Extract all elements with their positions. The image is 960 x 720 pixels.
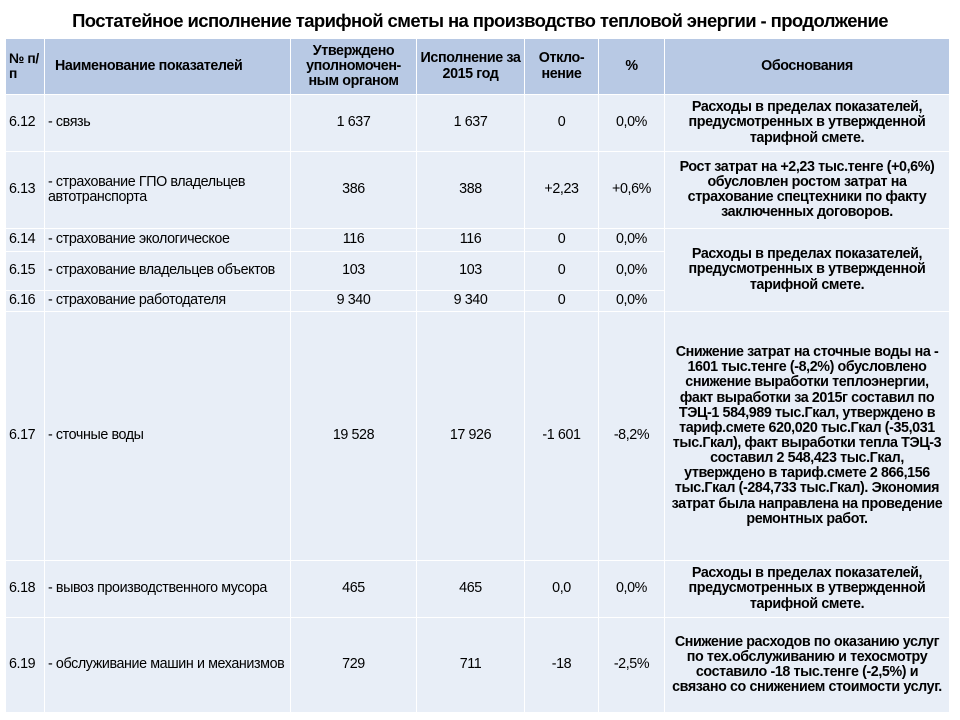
row-percent: 0,0% [599,229,665,252]
row-number: 6.12 [6,95,45,152]
row-actual: 116 [417,229,525,252]
header-name: Наименование показателей [45,39,291,95]
table-row [6,229,950,252]
row-justification: Рост затрат на +2,23 тыс.тенге (+0,6%) обусловлен ростом затрат на страхование спецтехники по факту заключенных договоров. [665,152,950,229]
header-num: № п/п [6,39,45,95]
row-deviation: 0 [525,291,599,312]
row-deviation: -1 601 [525,312,599,561]
row-approved: 729 [291,618,417,713]
row-number: 6.15 [6,252,45,291]
row-approved: 465 [291,561,417,618]
row-deviation: 0 [525,252,599,291]
row-justification: Расходы в пределах показателей, предусмотренных в утвержденной тарифной смете. [665,561,950,618]
row-actual: 388 [417,152,525,229]
row-actual: 103 [417,252,525,291]
row-percent: 0,0% [599,252,665,291]
header-deviation: Откло-нение [525,39,599,95]
row-name: - страхование владельцев объектов [45,252,291,291]
row-name: - вывоз производственного мусора [45,561,291,618]
row-actual: 711 [417,618,525,713]
row-actual: 1 637 [417,95,525,152]
row-number: 6.14 [6,229,45,252]
row-approved: 19 528 [291,312,417,561]
row-deviation: +2,23 [525,152,599,229]
header-approved: Утверждено уполномочен-ным органом [291,39,417,95]
row-deviation: -18 [525,618,599,713]
row-approved: 386 [291,152,417,229]
row-approved: 103 [291,252,417,291]
row-actual: 465 [417,561,525,618]
table-row [6,561,950,618]
row-name: - страхование работодателя [45,291,291,312]
table-row [6,312,950,561]
table-row [6,618,950,713]
row-deviation: 0 [525,95,599,152]
row-approved: 1 637 [291,95,417,152]
row-number: 6.13 [6,152,45,229]
row-justification: Расходы в пределах показателей, предусмотренных в утвержденной тарифной смете. [665,229,950,312]
tariff-estimate-table [5,38,950,713]
page-title: Постатейное исполнение тарифной сметы на производство тепловой энергии - продолжение [72,10,888,31]
header-actual: Исполнение за 2015 год [417,39,525,95]
row-approved: 9 340 [291,291,417,312]
row-name: - связь [45,95,291,152]
row-deviation: 0,0 [525,561,599,618]
row-percent: 0,0% [599,561,665,618]
row-name: - сточные воды [45,312,291,561]
row-percent: -2,5% [599,618,665,713]
row-number: 6.16 [6,291,45,312]
row-approved: 116 [291,229,417,252]
row-justification: Снижение расходов по оказанию услуг по тех.обслуживанию и техосмотру составило -18 тыс.тенге (-2,5%) и связано со снижением стоимости услуг. [665,618,950,713]
row-percent: 0,0% [599,95,665,152]
row-actual: 17 926 [417,312,525,561]
row-number: 6.19 [6,618,45,713]
table-row [6,152,950,229]
row-justification: Расходы в пределах показателей, предусмотренных в утвержденной тарифной смете. [665,95,950,152]
row-name: - страхование экологическое [45,229,291,252]
row-name: - страхование ГПО владельцев автотранспорта [45,152,291,229]
row-percent: -8,2% [599,312,665,561]
header-justification: Обоснования [665,39,950,95]
table-row [6,95,950,152]
header-row [6,39,950,95]
row-percent: 0,0% [599,291,665,312]
row-justification: Снижение затрат на сточные воды на - 1601 тыс.тенге (-8,2%) обусловлено снижение выработки теплоэнергии, факт выработки за 2015г составил по ТЭЦ-1 584,989 тыс.Гкал, утверждено в тариф.смете 620,020 тыс.Гкал (-35,031 тыс.Гкал), факт выработки тепла ТЭЦ-3 составил 2 548,423 тыс.Гкал, утверждено в тариф.смете 2 866,156 тыс.Гкал (-284,733 тыс.Гкал). Экономия затрат была направлена на проведение ремонтных работ. [665,312,950,561]
header-percent: % [599,39,665,95]
row-actual: 9 340 [417,291,525,312]
row-percent: +0,6% [599,152,665,229]
row-name: - обслуживание машин и механизмов [45,618,291,713]
row-deviation: 0 [525,229,599,252]
row-number: 6.18 [6,561,45,618]
row-number: 6.17 [6,312,45,561]
